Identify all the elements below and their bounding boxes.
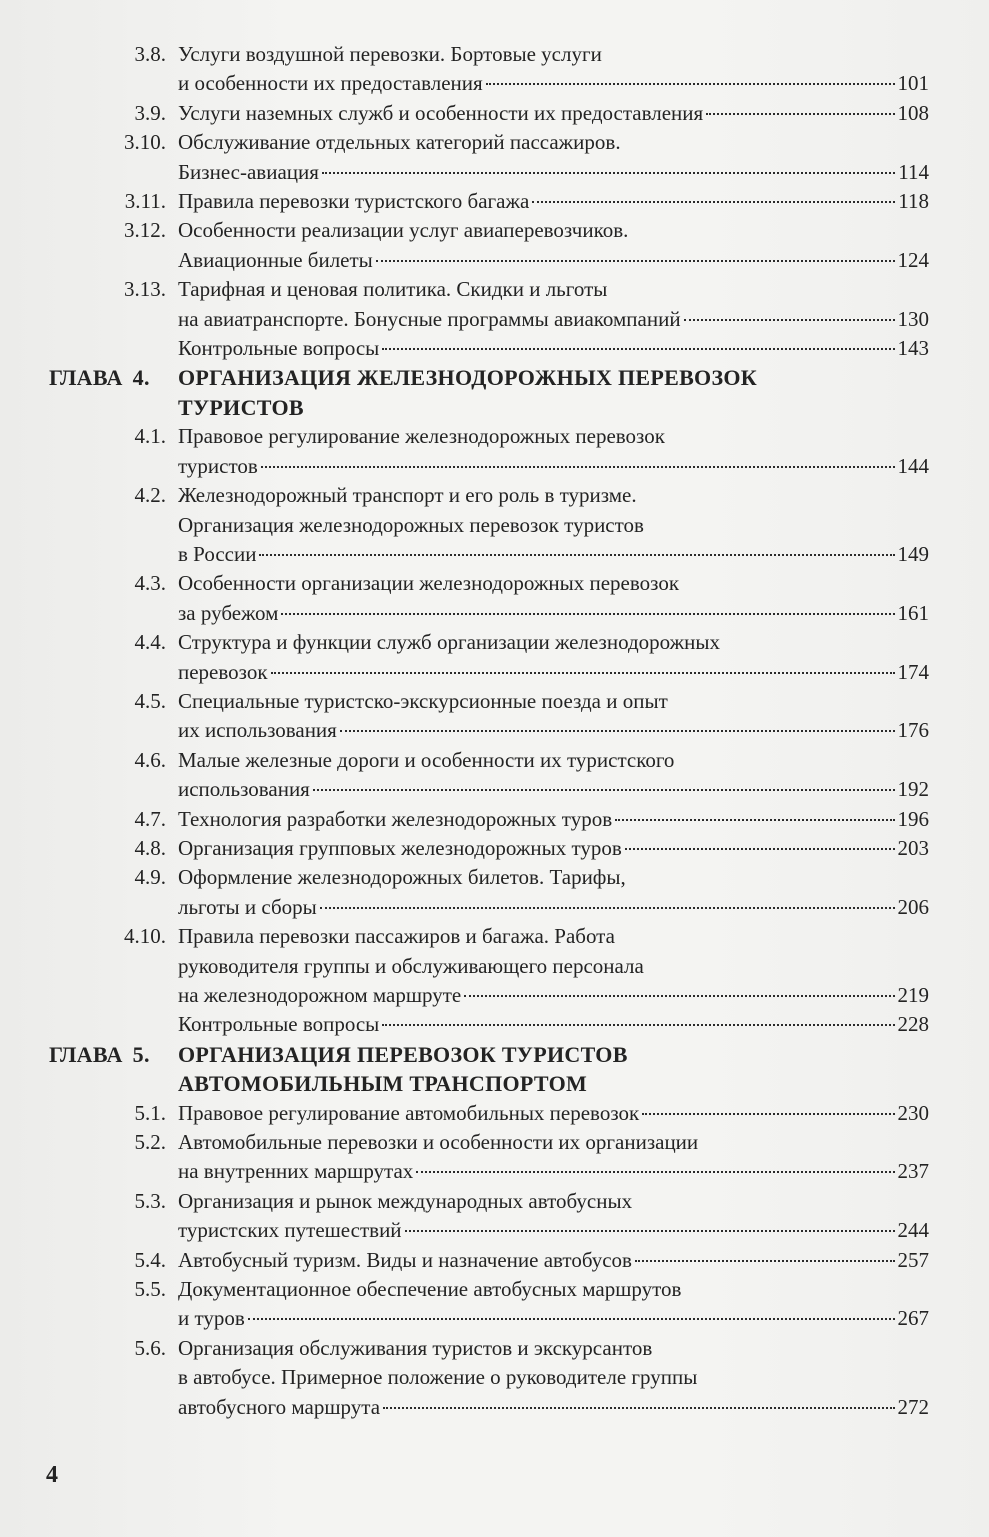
entry-title-text: перевозок [178,659,268,684]
entry-title-text: на внутренних маршрутах [178,1159,414,1184]
chapter-number: 4. [132,365,150,391]
section-number: 4.8. [134,835,166,860]
page-ref: 144 [897,453,929,478]
entry-body [178,1010,929,1039]
dot-leader [405,1230,895,1232]
dot-leader [340,730,895,732]
section-number: 3.9. [134,100,166,125]
toc-entry [0,1246,989,1275]
entry-title-line [178,187,929,216]
entry-title-text: Услуги наземных служб и особенности их предоставления [178,100,704,125]
toc-entry [0,863,989,922]
entry-title-line [178,1246,929,1275]
entry-title-line [178,1099,929,1128]
entry-title-line: Особенности реализации услуг авиаперевозчиков. [178,218,629,243]
entry-title-line [178,716,929,745]
entry-title-line [178,834,929,863]
entry-title-line: Специальные туристско-экскурсионные поезда и опыт [178,688,668,713]
entry-title-text: туристских путешествий [178,1218,402,1243]
entry-title-text: Организация групповых железнодорожных туров [178,835,622,860]
page-ref: 206 [897,894,929,919]
page-ref: 228 [897,1012,929,1037]
entry-title-line: Организация и рынок международных автобусных [178,1188,633,1213]
page-ref: 196 [897,806,929,831]
entry-title-text: Автобусный туризм. Виды и назначение автобусов [178,1247,632,1272]
entry-title-line: Правила перевозки пассажиров и багажа. Работа [178,924,615,949]
entry-body [178,128,929,187]
entry-title-text: Технология разработки железнодорожных туров [178,806,613,831]
dot-leader [615,819,894,821]
toc-entry [0,481,989,569]
chapter-title-line: ОРГАНИЗАЦИЯ ПЕРЕВОЗОК ТУРИСТОВ [178,1041,628,1067]
toc-entry [0,922,989,1010]
entry-body [178,1128,929,1187]
section-number: 5.1. [134,1100,166,1125]
entry-body [178,1187,929,1246]
dot-leader [259,554,894,556]
section-number: 4.4. [134,630,166,655]
section-number: 4.5. [134,688,166,713]
entry-title-text: их использования [178,718,337,743]
entry-body [178,275,929,334]
toc-entry [0,1099,989,1128]
section-number: 3.13. [124,277,166,302]
entry-title-text: Авиационные билеты [178,247,373,272]
section-number: 4.6. [134,747,166,772]
entry-title-line: Железнодорожный транспорт и его роль в туризме. [178,483,637,508]
entry-title-text: Правила перевозки туристского багажа [178,189,530,214]
dot-leader [625,848,895,850]
entry-title-text: и туров [178,1306,245,1331]
section-number: 4.9. [134,865,166,890]
toc-entry [0,1010,989,1039]
chapter-label [0,1040,178,1099]
entry-body [178,834,929,863]
page-ref: 237 [897,1159,929,1184]
entry-title-line [178,99,929,128]
dot-leader [486,83,895,85]
entry-body [178,1099,929,1128]
entry-title-line: Оформление железнодорожных билетов. Тарифы, [178,865,626,890]
page-ref: 203 [897,835,929,860]
page-ref: 118 [898,189,929,214]
section-number: 5.4. [134,1247,166,1272]
table-of-contents [0,40,989,1422]
section-number: 5.3. [134,1188,166,1213]
section-number: 4.10. [124,924,166,949]
dot-leader [313,789,895,791]
entry-body [178,40,929,99]
dot-leader [642,1113,894,1115]
page-ref: 244 [897,1218,929,1243]
toc-entry [0,746,989,805]
toc-entry [0,1334,989,1422]
toc-entry [0,422,989,481]
entry-title-line: Малые железные дороги и особенности их туристского [178,747,675,772]
entry-body [178,334,929,363]
entry-title-text: за рубежом [178,600,279,625]
page-ref: 272 [897,1394,929,1419]
entry-body [178,422,929,481]
chapter-title [178,363,929,422]
page-ref: 114 [898,159,929,184]
section-number: 5.2. [134,1130,166,1155]
entry-title-line [178,158,929,187]
chapter-word: ГЛАВА [49,1041,123,1067]
entry-title-text: в России [178,541,257,566]
dot-leader [281,613,894,615]
entry-body [178,481,929,569]
entry-title-line [178,1216,929,1245]
toc-entry [0,40,989,99]
entry-title-line [178,599,929,628]
entry-title-line: в автобусе. Примерное положение о руководителе группы [178,1365,698,1390]
dot-leader [464,995,894,997]
entry-body [178,687,929,746]
section-number: 4.1. [134,424,166,449]
section-number: 3.11. [124,189,166,214]
page-ref: 143 [897,336,929,361]
dot-leader [416,1171,894,1173]
dot-leader [382,348,894,350]
entry-title-text: автобусного маршрута [178,1394,381,1419]
page-ref: 267 [897,1306,929,1331]
entry-title-line [178,805,929,834]
entry-body [178,569,929,628]
page-ref: 176 [897,718,929,743]
section-number: 4.2. [134,483,166,508]
page-ref: 219 [897,983,929,1007]
entry-title-line: Организация железнодорожных перевозок туристов [178,512,644,537]
entry-title-line [178,305,929,334]
entry-body [178,628,929,687]
chapter-word: ГЛАВА [49,365,123,391]
entry-title-line [178,1010,929,1039]
toc-entry [0,569,989,628]
entry-title-line: Тарифная и ценовая политика. Скидки и льготы [178,277,608,302]
entry-title-text: Бизнес-авиация [178,159,319,184]
entry-body [178,746,929,805]
entry-title-text: на авиатранспорте. Бонусные программы авиакомпаний [178,306,681,331]
entry-title-line [178,775,929,804]
page-ref: 108 [897,100,929,125]
page-ref: 124 [897,247,929,272]
entry-title-line [178,246,929,275]
entry-title-line: Организация обслуживания туристов и экскурсантов [178,1335,653,1360]
entry-title-line [178,658,929,687]
toc-entry [0,128,989,187]
chapter-heading [0,1040,989,1099]
toc-entry [0,187,989,216]
entry-title-line [178,540,929,569]
entry-title-line [178,334,929,363]
entry-title-line: Структура и функции служб организации железнодорожных [178,630,721,655]
entry-title-text: льготы и сборы [178,894,317,919]
dot-leader [706,113,894,115]
dot-leader [532,201,895,203]
chapter-title [178,1040,929,1099]
entry-title-text: Правовое регулирование автомобильных перевозок [178,1100,640,1125]
chapter-number: 5. [132,1041,150,1067]
entry-title-line [178,1304,929,1333]
toc-entry [0,1187,989,1246]
entry-body [178,863,929,922]
entry-title-text: на железнодорожном маршруте [178,983,462,1007]
toc-entry [0,334,989,363]
entry-title-line [178,893,929,922]
toc-entry [0,275,989,334]
entry-title-text: Контрольные вопросы [178,336,380,361]
page-ref: 130 [897,306,929,331]
entry-body [178,187,929,216]
entry-title-line [178,69,929,98]
section-number: 5.6. [134,1335,166,1360]
dot-leader [376,260,895,262]
section-number: 5.5. [134,1277,166,1302]
entry-body [178,1275,929,1334]
entry-title-line: Автомобильные перевозки и особенности их организации [178,1130,699,1155]
entry-body [178,1246,929,1275]
entry-title-text: и особенности их предоставления [178,71,483,96]
toc-entry [0,834,989,863]
entry-body [178,922,929,1010]
section-number: 3.8. [134,42,166,66]
dot-leader [322,172,895,174]
toc-entry [0,805,989,834]
page-ref: 192 [897,777,929,802]
chapter-title-line: АВТОМОБИЛЬНЫМ ТРАНСПОРТОМ [178,1071,588,1097]
entry-body [178,1334,929,1422]
entry-title-text: туристов [178,453,258,478]
toc-entry [0,628,989,687]
entry-title-line: Услуги воздушной перевозки. Бортовые услуги [178,42,602,66]
entry-title-text: Контрольные вопросы [178,1012,380,1037]
section-number: 3.10. [124,130,166,155]
page-ref: 161 [897,600,929,625]
section-number [0,1010,178,1039]
section-number [0,334,178,363]
entry-title-line: Документационное обеспечение автобусных маршрутов [178,1277,682,1302]
dot-leader [382,1024,894,1026]
entry-title-line: руководителя группы и обслуживающего персонала [178,953,644,978]
dot-leader [635,1260,895,1262]
entry-title-text: использования [178,777,310,802]
section-number: 4.7. [134,806,166,831]
toc-entry [0,687,989,746]
toc-entry [0,1275,989,1334]
chapter-title-line: ТУРИСТОВ [178,394,304,420]
page-ref: 257 [897,1247,929,1272]
entry-title-line [178,452,929,481]
toc-entry [0,1128,989,1187]
page-ref: 101 [897,71,929,96]
entry-title-line [178,981,929,1010]
page-ref: 230 [897,1100,929,1125]
page-ref: 174 [897,659,929,684]
toc-entry [0,216,989,275]
entry-body [178,805,929,834]
dot-leader [261,466,895,468]
dot-leader [684,319,895,321]
entry-body [178,216,929,275]
chapter-label [0,363,178,422]
entry-title-line: Особенности организации железнодорожных перевозок [178,571,680,596]
entry-title-line [178,1157,929,1186]
section-number: 4.3. [134,571,166,596]
entry-body [178,99,929,128]
entry-title-line [178,1393,929,1422]
chapter-title-line: ОРГАНИЗАЦИЯ ЖЕЛЕЗНОДОРОЖНЫХ ПЕРЕВОЗОК [178,365,758,391]
section-number: 3.12. [124,218,166,243]
chapter-heading [0,363,989,422]
dot-leader [248,1318,895,1320]
entry-title-line: Правовое регулирование железнодорожных перевозок [178,424,665,449]
entry-title-line: Обслуживание отдельных категорий пассажиров. [178,130,621,155]
page-number: 4 [46,1462,58,1488]
dot-leader [320,907,895,909]
dot-leader [271,672,895,674]
page-ref: 149 [897,541,929,566]
toc-entry [0,99,989,128]
dot-leader [383,1407,894,1409]
